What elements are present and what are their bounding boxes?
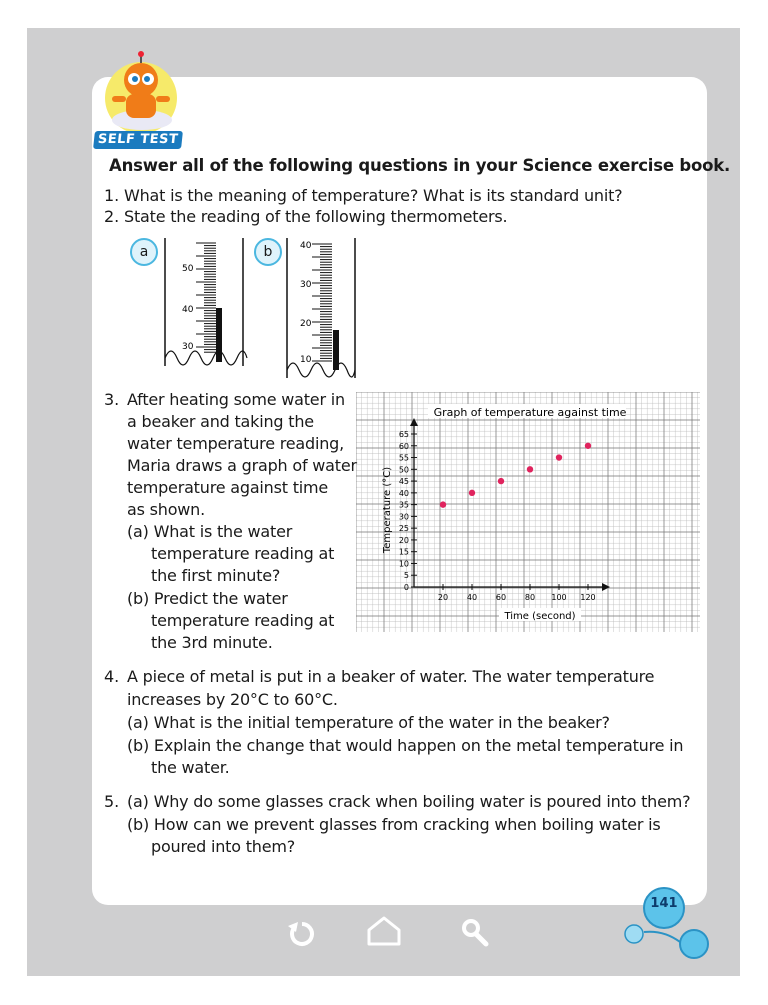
temperature-chart: [356, 392, 700, 632]
thermometer-a-tick-30: 30: [182, 342, 194, 352]
question-3b-line: the 3rd minute.: [151, 633, 273, 652]
question-5a-line: (a) Why do some glasses crack when boiling water is poured into them?: [127, 792, 691, 811]
instruction-heading: Answer all of the following questions in your Science exercise book.: [109, 156, 731, 175]
chart-x-tick-label: 40: [466, 593, 478, 602]
chart-data-point: [440, 501, 446, 507]
chart-y-tick-label: 35: [398, 500, 409, 510]
chart-data-point: [527, 466, 533, 472]
question-3-line: as shown.: [127, 500, 206, 519]
question-4-line: increases by 20°C to 60°C.: [127, 690, 338, 709]
question-1-number: 1.: [104, 186, 120, 205]
chart-y-tick-label: 30: [398, 512, 409, 522]
question-3-line: Maria draws a graph of water: [127, 456, 357, 475]
question-3b-line: temperature reading at: [151, 611, 335, 630]
robot-mascot-icon: [96, 50, 186, 140]
chart-y-tick-label: 45: [398, 477, 409, 487]
question-3-line: water temperature reading,: [127, 434, 344, 453]
chart-y-tick-label: 0: [403, 583, 409, 592]
thermometer-b: [282, 238, 372, 378]
chart-y-tick-label: 10: [398, 559, 409, 569]
question-5-number: 5.: [104, 792, 120, 811]
thermometer-b-tick-30: 30: [300, 280, 312, 290]
thermometer-b-tick-10: 10: [300, 355, 312, 365]
thermometer-b-tick-40: 40: [300, 241, 312, 251]
question-3-line: After heating some water in: [127, 390, 345, 409]
question-3a-line: temperature reading at: [151, 544, 335, 563]
chart-data-point: [498, 478, 504, 484]
question-1-text: What is the meaning of temperature? What is its standard unit?: [124, 186, 623, 205]
question-3a-line: (a) What is the water: [127, 522, 293, 541]
question-3-line: temperature against time: [127, 478, 329, 497]
question-5b-line: poured into them?: [151, 837, 296, 856]
question-3-number: 3.: [104, 390, 120, 409]
chart-y-tick-label: 20: [398, 535, 409, 545]
chart-y-tick-label: 25: [398, 524, 409, 534]
chart-y-tick-label: 65: [398, 430, 409, 439]
question-3b-line: (b) Predict the water: [127, 589, 288, 608]
question-3-line: a beaker and taking the: [127, 412, 314, 431]
self-test-badge: SELF TEST: [93, 131, 183, 149]
chart-y-tick-label: 5: [403, 571, 409, 581]
question-2-number: 2.: [104, 207, 120, 226]
chart-x-tick-label: 120: [580, 593, 596, 602]
chart-y-tick-label: 60: [398, 441, 409, 451]
question-2-text: State the reading of the following thermometers.: [124, 207, 508, 226]
thermometer-a-tick-40: 40: [182, 305, 194, 315]
thermometer-a-label: a: [130, 238, 158, 266]
chart-ylabel: Temperature (°C): [382, 466, 393, 554]
chart-xlabel: Time (second): [504, 611, 576, 622]
thermometer-a-tick-50: 50: [182, 264, 194, 274]
thermometer-a: [160, 238, 250, 378]
chart-data-point: [585, 443, 591, 449]
question-4b-line: (b) Explain the change that would happen on the metal temperature in: [127, 736, 684, 755]
question-4b-line: the water.: [151, 758, 230, 777]
thermometer-b-label: b: [254, 238, 282, 266]
chart-y-arrow: [410, 418, 418, 426]
question-4a-line: (a) What is the initial temperature of the water in the beaker?: [127, 713, 610, 732]
home-icon[interactable]: [369, 918, 399, 944]
chart-x-tick-label: 60: [495, 593, 507, 602]
question-3a-line: the first minute?: [151, 566, 281, 585]
question-4-number: 4.: [104, 667, 120, 686]
chart-x-arrow: [602, 583, 610, 591]
page-number: 141: [650, 896, 678, 911]
chart-title: Graph of temperature against time: [433, 406, 627, 419]
chart-x-tick-label: 100: [551, 593, 567, 602]
chart-y-tick-label: 55: [398, 453, 409, 463]
chart-y-tick-label: 40: [398, 488, 409, 498]
chart-data-point: [469, 490, 475, 496]
chart-y-tick-label: 15: [398, 547, 409, 557]
refresh-icon[interactable]: [288, 922, 312, 944]
chart-data-point: [556, 454, 562, 460]
question-5b-line: (b) How can we prevent glasses from cracking when boiling water is: [127, 815, 661, 834]
chart-y-tick-label: 50: [398, 465, 409, 475]
chart-x-tick-label: 80: [524, 593, 536, 602]
search-icon[interactable]: [464, 921, 486, 944]
thermometer-b-tick-20: 20: [300, 319, 312, 329]
question-4-line: A piece of metal is put in a beaker of water. The water temperature: [127, 667, 655, 686]
chart-x-tick-label: 20: [437, 593, 449, 602]
